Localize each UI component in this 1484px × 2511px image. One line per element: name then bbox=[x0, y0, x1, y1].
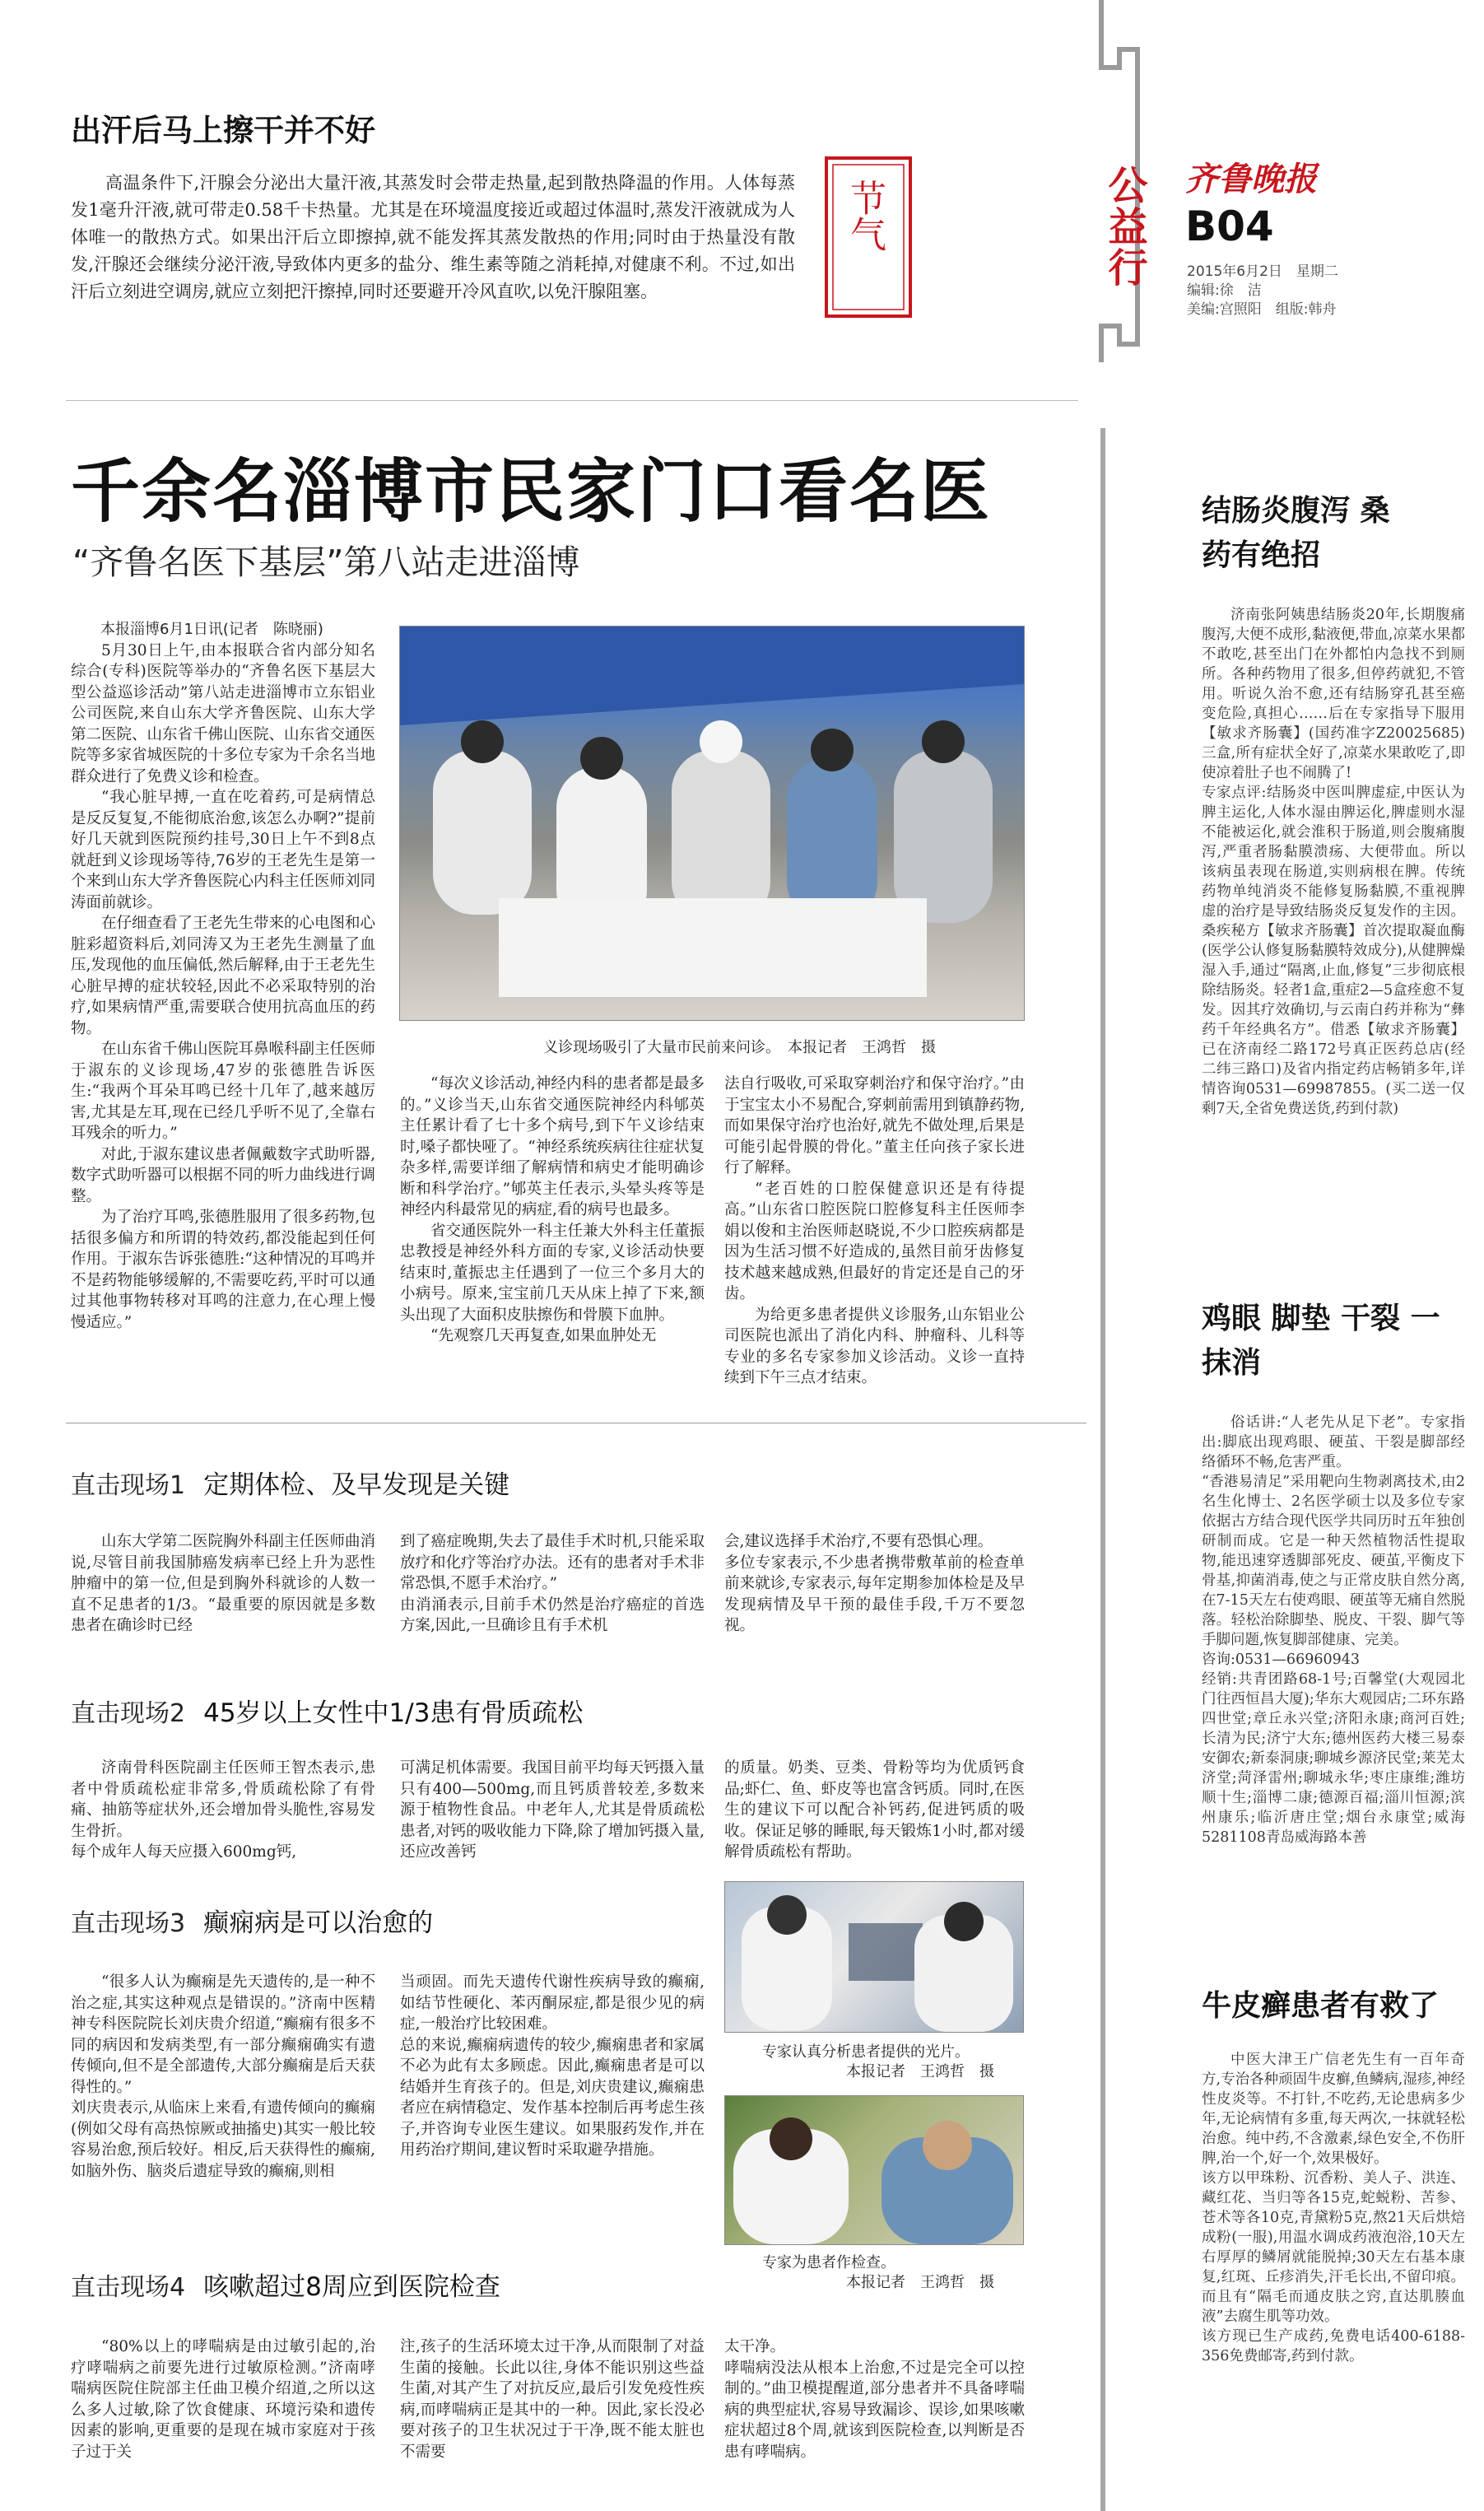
scene1-col1 bbox=[71, 1531, 375, 1663]
scene2-col3 bbox=[724, 1758, 1025, 1902]
main-col1 bbox=[71, 619, 375, 1409]
main-p11: “老百姓的口腔保健意识还是有待提高。”山东省口腔医院口腔修复科主任医师李娟以俊和主治医师赵晓说,不少口腔疾病都是因为生活习惯不好造成的,虽然目前牙齿修复技术越来越成熟,但最好的肯定还是自己的牙齿。 bbox=[724, 1180, 1025, 1302]
scene2-title bbox=[71, 1692, 583, 1729]
scene3-title bbox=[71, 1902, 433, 1939]
sweat-title: 出汗后马上擦干并不好 bbox=[71, 113, 375, 148]
xray-review-illustration bbox=[725, 1882, 1023, 2032]
scene1-title bbox=[71, 1464, 509, 1501]
main-p6: 为了治疗耳鸣,张德胜服用了很多药物,包括很多偏方和所谓的特效药,都没能起到任何作用。于淑东告诉张德胜:“这种情况的耳鸣并不是药物能够缓解的,不需要吃药,平时可以通过其他事物转移对耳鸣的注意力,在心理上慢慢适应。” bbox=[71, 1209, 375, 1331]
main-p8: 省交通医院外一科主任兼大外科主任董振忠教授是神经外科方面的专家,义诊活动快要结束时,董振忠主任遇到了一位三个多月大的小病号。原来,宝宝前几天从床上掉了下来,额头出现了大面积皮肤擦伤和骨膜下血肿。 bbox=[400, 1222, 705, 1324]
scene3-p1: “很多人认为癫痫是先天遗传的,是一种不治之症,其实这种观点是错误的。”济南中医精神专科医院院长刘庆贵介绍道,“癫痫有很多不同的病因和发病类型,有一部分癫痫确实有遗传倾向,但不是全部遗传,大部分癫痫是后天获得性的。” 刘庆贵表示,从临床上来看,有遗传倾向的癫痫(例如父母有高热惊厥或抽搐史)其实一般比较容易治愈,预后较好。相反,后天获得性的癫痫,如脑外伤、脑炎后遗症导致的癫痫,则相 bbox=[71, 1973, 375, 2180]
sidebar3-title: 牛皮癣患者有救了 bbox=[1202, 1989, 1440, 2023]
design-credit: 美编:宫照阳 组版:韩舟 bbox=[1187, 301, 1337, 318]
scene4-col2 bbox=[400, 2336, 705, 2501]
page-number: B04 bbox=[1185, 203, 1274, 250]
scene2-label: 直击现场2 bbox=[71, 1699, 186, 1728]
column-name: 公益行 bbox=[1101, 165, 1147, 288]
scene4-heading: 咳嗽超过8周应到医院检查 bbox=[203, 2272, 500, 2302]
main-col2 bbox=[400, 1074, 705, 1403]
sweat-paragraph: 高温条件下,汗腺会分泌出大量汗液,其蒸发时会带走热量,起到散热降温的作用。人体每蒸发1毫升汗液,就可带走0.58千卡热量。尤其是在环境温度接近或超过体温时,蒸发汗液就成为人体唯一的散热方式。如果出汗后立即擦掉,就不能发挥其蒸发散热的作用;同时由于热量没有散发,汗腺还会继续分泌汗液,导致体内更多的盐分、维生素等随之消耗掉,对健康不利。不过,如出汗后立刻进空调房,就应立刻把汗擦掉,同时还要避开冷风直吹,以免汗腺阻塞。 bbox=[71, 173, 795, 301]
scene3-col2 bbox=[400, 1972, 705, 2268]
main-p7: “每次义诊活动,神经内科的患者都是最多的。”义诊当天,山东省交通医院神经内科郇英主任累计看了七十多个病号,到下午义诊结束时,嗓子都快哑了。“神经系统疾病往往症状复杂多样,需要详细了解病情和病史才能明确诊断和科学治疗。”郇英主任表示,头晕头疼等是神经内科最常见的病症,看的病号也最多。 bbox=[400, 1075, 705, 1218]
main-p5: 对此,于淑东建议患者佩戴数字式助听器,数字式助听器可以根据不同的听力曲线进行调整。 bbox=[71, 1145, 375, 1205]
weekday-text: 星期二 bbox=[1296, 263, 1338, 280]
main-p1: 5月30日上午,由本报联合省内部分知名综合(专科)医院等举办的“齐鲁名医下基层大型公益巡诊活动”第八站走进淄博市立东铝业公司医院,来自山东大学齐鲁医院、山东大学第二医院、山东省千佛山医院、山东省交通医院等多家省城医院的十多位专家为千余名当地群众进行了免费义诊和检查。 bbox=[71, 641, 375, 785]
editor-credit: 编辑:徐 洁 bbox=[1187, 282, 1262, 299]
scene2-p1: 济南骨科医院副主任医师王智杰表示,患者中骨质疏松症非常多,骨质疏松除了有骨痛、抽筋等症状外,还会增加骨头脆性,容易发生骨折。 每个成年人每天应摄入600mg钙, bbox=[71, 1759, 375, 1861]
jieqi-badge bbox=[823, 155, 914, 319]
sidebar3-paragraph: 中医大津王广信老先生有一百年奇方,专治各种顽固牛皮癣,鱼鳞病,湿疹,神经性皮炎等。不打针,不吃药,无论患病多少年,无论病情有多重,每天两次,一抹就轻松治愈。纯中药,不含激素,绿色安全,不伤肝脾,治一个,好一个,效果极好。 该方以甲珠粉、沉香粉、美人子、洪连、藏红花、当归等各15克,蛇蜕粉、苦参、苍术等各10克,青黛粉5克,熬21天后烘焙成粉(一服),用温水调成药液泡浴,10天左右厚厚的鳞屑就能脱掉;30天左右基本康复,红斑、丘疹消失,汗毛长出,不留印痕。而且有“隔毛而通皮肤之窍,直达肌腠血液”去腐生肌等功效。 该方现已生产成药,免费电话400-6188-356免费邮寄,药到付款。 bbox=[1202, 2052, 1465, 2364]
scene3-col1 bbox=[71, 1972, 375, 2268]
scene3-photo2-caption: 专家为患者作检查。 bbox=[762, 2254, 896, 2271]
main-p4: 在山东省千佛山医院耳鼻喉科副主任医师于淑东的义诊现场,47岁的张德胜告诉医生:“我两个耳朵耳鸣已经十几年了,越来越厉害,尤其是左耳,现在已经几乎听不见了,全靠右耳残余的听力。” bbox=[71, 1041, 375, 1142]
main-col3 bbox=[724, 1074, 1025, 1403]
scene4-col1 bbox=[71, 2336, 375, 2501]
main-photo bbox=[399, 626, 1025, 1021]
scene1-label: 直击现场1 bbox=[71, 1471, 186, 1500]
sidebar2-title: 鸡眼 脚垫 干裂 一抹消 bbox=[1202, 1302, 1440, 1380]
scene1-heading: 定期体检、及早发现是关键 bbox=[203, 1470, 510, 1500]
scene1-p2: 到了癌症晚期,失去了最佳手术时机,只能采取放疗和化疗等治疗办法。还有的患者对手术非常恐惧,不愿手术治疗。” 由消涌表示,目前手术仍然是治疗癌症的首选方案,因此,一旦确诊且有手术机 bbox=[400, 1533, 705, 1634]
scene4-title bbox=[71, 2266, 500, 2303]
main-p3: 在仔细查看了王老先生带来的心电图和心脏彩超资料后,刘同涛又为王老先生测量了血压,发现他的血压偏低,然后解释,由于王老先生心脏早搏的症状较轻,因此不必采取特别的治疗,如果病情严重,需要联合使用抗高血压的药物。 bbox=[71, 915, 375, 1037]
main-photo-caption: 义诊现场吸引了大量市民前来问诊。 本报记者 王鸿哲 摄 bbox=[543, 1039, 936, 1056]
byline: 本报淄博6月1日讯(记者 陈晓丽) bbox=[100, 621, 323, 638]
scene4-p2: 注,孩子的生活环境太过干净,从而限制了对益生菌的接触。长此以往,身体不能识别这些益生菌,对其产生了对抗反应,最后引发免疫性疾病,而哮喘病正是其中的一种。因此,家长没必要对孩子的卫生状况过于干净,既不能太脏也不需要 bbox=[400, 2338, 705, 2461]
crowd-illustration bbox=[400, 627, 1024, 1020]
paper-logo: 齐鲁晚报 bbox=[1185, 160, 1317, 198]
main-p12: 为给更多患者提供义诊服务,山东铝业公司医院也派出了消化内科、肿瘤科、儿科等专业的多名专家参加义诊活动。义诊一直持续到下午三点才结束。 bbox=[724, 1306, 1025, 1386]
scene3-photo2-credit: 本报记者 王鸿哲 摄 bbox=[846, 2274, 994, 2291]
exam-illustration bbox=[725, 2096, 1023, 2244]
scene4-p1: “80%以上的哮喘病是由过敏引起的,治疗哮喘病之前要先进行过敏原检测。”济南哮喘病医院住院部主任曲卫模介绍道,之所以这么多人过敏,除了饮食健康、环境污染和遗传因素的影响,更重要的是现在城市家庭对于孩子过于关 bbox=[71, 2338, 375, 2461]
scene3-p2: 当顽固。而先天遗传代谢性疾病导致的癫痫,如结节性硬化、苯丙酮尿症,都是很少见的病症,一般治疗比较困难。 总的来说,癫痫病遗传的较少,癫痫患者和家属不必为此有太多顾虑。因此,癫痫患者是可以结婚并生育孩子的。但是,刘庆贵建议,癫痫患者应在病情稳定、发作基本控制后再考虑生孩子,并咨询专业医生建议。如果服药发作,并在用药治疗期间,建议暂时采取避孕措施。 bbox=[400, 1973, 705, 2159]
date-text: 2015年6月2日 bbox=[1187, 263, 1282, 280]
sweat-body bbox=[71, 170, 795, 372]
sidebar1-paragraph: 济南张阿姨患结肠炎20年,长期腹痛腹泻,大便不成形,黏液便,带血,凉菜水果都不敢吃,甚至出门在外都怕内急找不到厕所。各种药物用了很多,但停药就犯,不管用。听说久治不愈,还有结肠穿孔甚至癌变危险,真担心……后在专家指导下服用【敏求齐肠囊】(国药准字Z20025685)三盒,所有症状全好了,凉菜水果敢吃了,即使凉着肚子也不闹腾了! 专家点评:结肠炎中医叫脾虚症,中医认为脾主运化,人体水湿由脾运化,脾虚则水湿不能被运化,就会淮积于肠道,则会腹痛腹泻,严重者肠黏膜溃疡、大便带血。所以该病虽表现在肠道,实则病根在脾。传统药物单纯消炎不能修复肠黏膜,不重视脾虚的治疗是导致结肠炎反复发作的主因。桑疾秘方【敏求齐肠囊】首次提取凝血酶(医学公认修复肠黏膜特效成分),从健脾燥湿入手,通过“隔离,止血,修复”三步彻底根除结肠炎。轻者1盒,重症2—5盒痊愈不复发。因其疗效确切,与云南白药并称为“彝药千年经典名方”。借悉【敏求齐肠囊】已在济南经二路172号真正医药总店(经二纬三路口)及省内指定药店畅销多年,详情咨询0531—69987855。(买二送一仅剩7天,全省免费送货,药到付款) bbox=[1202, 607, 1465, 1117]
scene3-photo2 bbox=[724, 2095, 1024, 2245]
scene3-label: 直击现场3 bbox=[71, 1909, 186, 1938]
main-p9: “先观察几天再复查,如果血肿处无 bbox=[430, 1327, 657, 1344]
sidebar2-body bbox=[1202, 1413, 1465, 1956]
sidebar3-body bbox=[1202, 2050, 1465, 2499]
scene3-photo1 bbox=[724, 1881, 1024, 2033]
scene4-col3 bbox=[724, 2336, 1025, 2501]
scene4-label: 直击现场4 bbox=[71, 2273, 186, 2302]
main-subhead: “齐鲁名医下基层”第八站走进淄博 bbox=[72, 543, 580, 582]
scene3-photo1-caption: 专家认真分析患者提供的光片。 bbox=[762, 2043, 970, 2061]
sidebar2-paragraph: 俗话讲:“人老先从足下老”。专家指出:脚底出现鸡眼、硬茧、干裂是脚部经络循环不畅,危害严重。 “香港易清足”采用靶向生物剥离技术,由2名生化博士、2名医学硕士以及多位专家依据古方结合现代医学共同历时五年独创研制而成。它是一种天然植物活性提取物,能迅速穿透脚部死皮、硬茧,平衡皮下骨基,抑菌消毒,使之与正常皮肤自然分离,在7-15天左右使鸡眼、硬茧等无痛自然脱落。轻松治除脚垫、脱皮、干裂、脚气等手脚问题,恢复脚部健康、完美。 咨询:0531—66960943 经销:共青团路68-1号;百馨堂(大观园北门往西恒昌大厦);华东大观园店;二环东路四世堂;章丘永兴堂;济阳永康;商河百姓;长清为民;济宁大东;德州医药大楼三易泰安御农;新泰洞康;聊城乡源济民堂;莱芜太济堂;菏泽雷州;聊城永华;枣庄康维;潍坊顺十生;淄博二康;德源百福;淄川恒源;滨州康乐;临沂唐庄堂;烟台永康堂;威海5281108青岛威海路本善 bbox=[1202, 1414, 1465, 1846]
scene4-p3: 太干净。 哮喘病没法从根本上治愈,不过是完全可以控制的。”曲卫模提醒道,部分患者并不具备哮喘病的典型症状,容易导致漏诊、误诊,如果咳嗽症状超过8个周,就该到医院检查,以判断是否患有哮喘病。 bbox=[724, 2338, 1025, 2461]
scene1-col2 bbox=[400, 1531, 705, 1663]
rule-top bbox=[66, 400, 1078, 401]
sidebar1-body bbox=[1202, 605, 1465, 1288]
main-p2: “我心脏早搏,一直在吃着药,可是病情总是反反复复,不能彻底治愈,该怎么办啊?”提前好几天就到医院预约挂号,30日上午不到8点就赶到义诊现场等待,76岁的王老先生是第一个来到山东大学齐鲁医院心内科主任医师刘同涛面前就诊。 bbox=[71, 789, 375, 911]
main-p10: 法自行吸收,可采取穿刺治疗和保守治疗。”由于宝宝太小不易配合,穿刺前需用到镇静药物,而如果保守治疗也治好,就先不做处理,后果是可能引起骨膜的骨化。”董主任向孩子家长进行了解释。 bbox=[724, 1075, 1025, 1176]
jieqi-label: 节气 bbox=[844, 179, 886, 252]
scene3-heading: 癫痫病是可以治愈的 bbox=[203, 1908, 434, 1938]
main-headline: 千余名淄博市民家门口看名医 bbox=[71, 451, 992, 532]
sidebar1-title: 结肠炎腹泻 桑药有绝招 bbox=[1202, 494, 1390, 572]
scene1-p3: 会,建议选择手术治疗,不要有恐惧心理。 多位专家表示,不少患者携带敷革前的检查单前来就诊,专家表示,每年定期参加体检是及早发现病情及早干预的最佳手段,千万不要忽视。 bbox=[724, 1533, 1025, 1634]
scene2-p3: 的质量。奶类、豆类、骨粉等均为优质钙食品;虾仁、鱼、虾皮等也富含钙质。同时,在医生的建议下可以配合补钙药,促进钙质的吸收。保证足够的睡眠,每天锻炼1小时,都对缓解骨质疏松有帮助。 bbox=[724, 1759, 1025, 1861]
scene2-col1 bbox=[71, 1758, 375, 1902]
issue-date bbox=[1187, 259, 1338, 280]
scene1-col3 bbox=[724, 1531, 1025, 1663]
scene1-p1: 山东大学第二医院胸外科副主任医师曲消说,尽管目前我国肺癌发病率已经上升为恶性肿瘤中的第一位,但是到胸外科就诊的人数一直不足患者的1/3。“最重要的原因就是多数患者在确诊时已经 bbox=[71, 1533, 375, 1634]
scene2-heading: 45岁以上女性中1/3患有骨质疏松 bbox=[203, 1698, 584, 1728]
scene3-photo1-credit: 本报记者 王鸿哲 摄 bbox=[846, 2063, 994, 2080]
scene2-col2 bbox=[400, 1758, 705, 1902]
page-divider bbox=[1100, 428, 1105, 2511]
scene2-p2: 可满足机体需要。我国目前平均每天钙摄入量只有400—500mg,而且钙质普较差,多数来源于植物性食品。中老年人,尤其是骨质疏松患者,对钙的吸收能力下降,除了增加钙摄入量,还应改善钙 bbox=[400, 1759, 705, 1861]
masthead bbox=[1086, 0, 1484, 428]
